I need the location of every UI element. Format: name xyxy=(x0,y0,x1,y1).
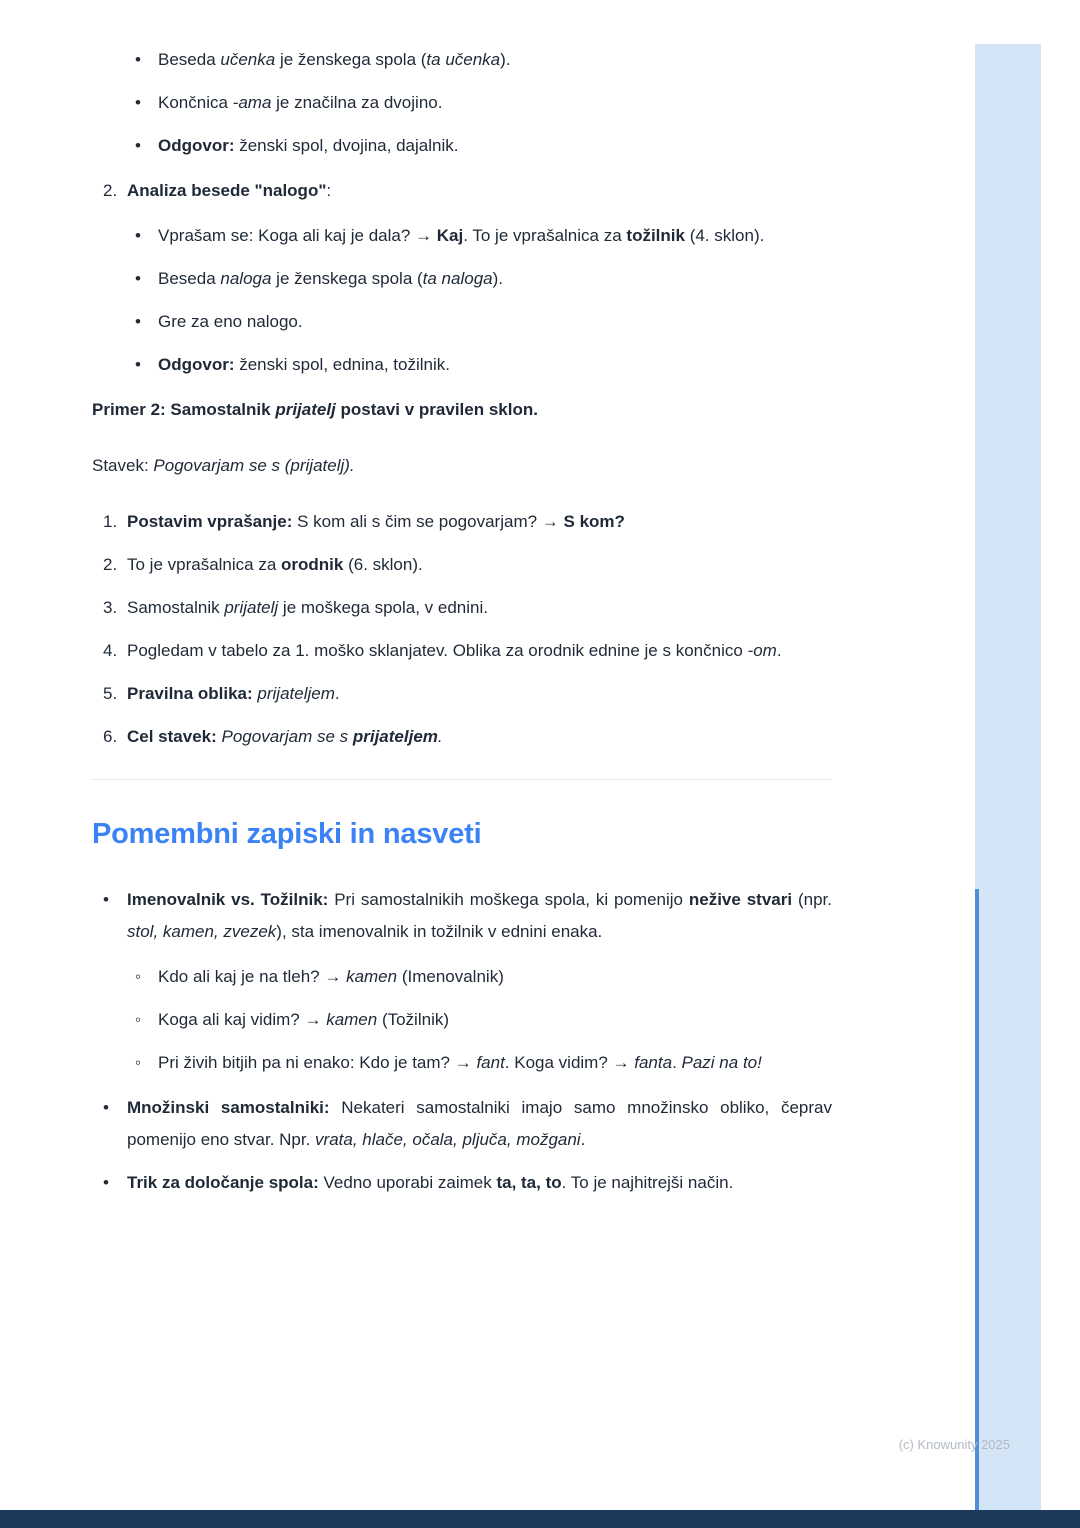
list-item-text xyxy=(158,349,832,381)
text-run: ta naloga xyxy=(422,269,493,288)
list-item xyxy=(92,87,832,119)
text-run: Pogovarjam se s xyxy=(221,727,353,746)
text-run: Gre za eno nalogo. xyxy=(158,312,303,331)
list-marker: 6. xyxy=(103,727,118,746)
list-item-text xyxy=(158,263,832,295)
text-run: prijatelj xyxy=(224,598,279,617)
text-run: (npr. xyxy=(792,890,832,909)
paragraph xyxy=(92,394,832,426)
text-run: Nekateri samostalniki imajo samo množinsko obliko, čeprav pomenijo eno stvar. Npr. xyxy=(127,1098,833,1149)
list-item xyxy=(92,175,832,207)
text-run: -om xyxy=(747,641,777,660)
text-run: Kaj xyxy=(436,226,464,245)
ol-list xyxy=(92,506,832,753)
text-run: ). xyxy=(492,269,503,288)
text-run: Stavek: xyxy=(92,456,154,475)
list-item-text xyxy=(158,1047,832,1079)
text-run: Beseda xyxy=(158,269,221,288)
list-marker: • xyxy=(135,355,141,374)
text-run: (4. sklon). xyxy=(684,226,765,245)
list-item-text xyxy=(158,961,832,993)
list-marker: ◦ xyxy=(135,1053,142,1072)
text-run: Samostalnik xyxy=(127,598,225,617)
list-item-text xyxy=(158,220,832,252)
text-run: ). xyxy=(500,50,511,69)
list-item xyxy=(92,130,832,162)
text-run: . xyxy=(776,641,782,660)
list-item-text xyxy=(127,884,832,948)
text-run: učenka xyxy=(220,50,276,69)
text-run: . To je najhitrejši način. xyxy=(561,1173,734,1192)
list-marker: ◦ xyxy=(135,967,142,986)
text-run: je ženskega spola ( xyxy=(275,50,427,69)
list-marker: • xyxy=(103,1173,109,1192)
list-item-text xyxy=(158,87,832,119)
list-item xyxy=(92,721,832,753)
text-run: je ženskega spola ( xyxy=(271,269,423,288)
text-run: S kom? xyxy=(563,512,625,531)
list-marker: • xyxy=(135,50,141,69)
text-run: Analiza besede "nalogo" xyxy=(127,181,327,200)
text-run: Cel stavek: xyxy=(127,727,217,746)
text-run: Množinski samostalniki: xyxy=(127,1098,330,1117)
text-run: tožilnik xyxy=(626,226,685,245)
text-run: ta učenka xyxy=(426,50,501,69)
text-run: Trik za določanje spola: xyxy=(127,1173,319,1192)
list-item-text xyxy=(127,721,832,753)
list-item xyxy=(92,506,832,538)
ol-list xyxy=(92,175,832,207)
text-run: Beseda xyxy=(158,50,221,69)
text-run: naloga xyxy=(220,269,272,288)
text-run: Pravilna oblika: xyxy=(127,684,253,703)
list-marker: • xyxy=(135,312,141,331)
text-run: (Tožilnik) xyxy=(377,1010,450,1029)
text-run: Pri živih bitjih pa ni enako: Kdo je tam? → xyxy=(158,1053,477,1072)
list-marker: • xyxy=(135,269,141,288)
text-run: Pazi na to! xyxy=(681,1053,762,1072)
list-item xyxy=(92,1092,832,1156)
list-item xyxy=(92,263,832,295)
list-marker: 3. xyxy=(103,598,118,617)
text-run: ženski spol, ednina, tožilnik. xyxy=(234,355,450,374)
text-run: prijateljem xyxy=(352,727,438,746)
text-run: je moškega spola, v ednini. xyxy=(278,598,488,617)
list-item-text xyxy=(127,592,832,624)
list-marker: 1. xyxy=(103,512,118,531)
section-divider xyxy=(92,779,832,780)
text-run: Postavim vprašanje: xyxy=(127,512,293,531)
text-run: Odgovor: xyxy=(158,355,235,374)
list-item-text xyxy=(127,175,832,207)
text-run: ta, ta, to xyxy=(496,1173,562,1192)
list-marker: 2. xyxy=(103,555,118,574)
watermark: (c) Knowunity 2025 xyxy=(898,1437,1010,1452)
text-run: Imenovalnik vs. Tožilnik: xyxy=(127,890,329,909)
text-run: . Koga vidim? → xyxy=(504,1053,635,1072)
list-item-text xyxy=(127,1167,832,1199)
text-run: fant xyxy=(476,1053,505,1072)
text-run: -ama xyxy=(232,93,272,112)
ul-list xyxy=(92,884,832,948)
text-run: Koga ali kaj vidim? → xyxy=(158,1010,327,1029)
list-marker: 5. xyxy=(103,684,118,703)
list-item xyxy=(92,678,832,710)
text-run: . xyxy=(334,684,340,703)
document-content xyxy=(92,44,832,1212)
list-item xyxy=(92,349,832,381)
text-run: . xyxy=(672,1053,682,1072)
section-heading xyxy=(92,816,832,852)
list-item-text xyxy=(158,44,832,76)
list-item xyxy=(92,306,832,338)
list-item xyxy=(92,44,832,76)
text-run: Pri samostalnikih moškega spola, ki pomenijo xyxy=(328,890,689,909)
text-run: Primer 2: Samostalnik xyxy=(92,400,276,419)
text-run: (6. sklon). xyxy=(343,555,423,574)
text-run: Končnica xyxy=(158,93,233,112)
ul-list xyxy=(92,220,832,381)
list-item xyxy=(92,220,832,252)
text-run: prijateljem xyxy=(257,684,335,703)
text-run: . xyxy=(437,727,443,746)
list-item xyxy=(92,1047,832,1079)
list-item-text xyxy=(127,549,832,581)
text-run: ), sta imenovalnik in tožilnik v ednini enaka. xyxy=(276,922,603,941)
list-marker: • xyxy=(135,93,141,112)
ul-list xyxy=(92,961,832,1079)
list-item-text xyxy=(158,306,832,338)
text-run: Vedno uporabi zaimek xyxy=(318,1173,497,1192)
text-run: Odgovor: xyxy=(158,136,235,155)
text-run: nežive stvari xyxy=(688,890,793,909)
text-run: Vprašam se: Koga ali kaj je dala? → xyxy=(158,226,437,245)
list-marker: • xyxy=(135,226,141,245)
list-item-text xyxy=(127,678,832,710)
list-item-text xyxy=(158,130,832,162)
text-run: . To je vprašalnica za xyxy=(463,226,627,245)
text-run: fanta xyxy=(634,1053,673,1072)
list-marker: • xyxy=(103,890,109,909)
text-run: je značilna za dvojino. xyxy=(271,93,443,112)
text-run: kamen xyxy=(346,967,398,986)
text-run: Kdo ali kaj je na tleh? → xyxy=(158,967,347,986)
text-run: orodnik xyxy=(281,555,344,574)
list-marker: • xyxy=(103,1098,109,1117)
text-run: (Imenovalnik) xyxy=(397,967,504,986)
list-marker: 2. xyxy=(103,181,118,200)
paragraph xyxy=(92,450,832,482)
list-item-text xyxy=(127,1092,832,1156)
list-marker: ◦ xyxy=(135,1010,142,1029)
list-item xyxy=(92,635,832,667)
text-run: vrata, hlače, očala, pljuča, možgani xyxy=(315,1130,581,1149)
list-item xyxy=(92,1167,832,1199)
text-run: Pogovarjam se s (prijatelj). xyxy=(153,456,355,475)
text-run: postavi v pravilen sklon. xyxy=(335,400,538,419)
list-item xyxy=(92,1004,832,1036)
text-run: ženski spol, dvojina, dajalnik. xyxy=(234,136,459,155)
list-item xyxy=(92,549,832,581)
footer-bar xyxy=(0,1510,1080,1528)
text-run: stol, kamen, zvezek xyxy=(127,922,277,941)
text-run: S kom ali s čim se pogovarjam? → xyxy=(292,512,564,531)
list-item xyxy=(92,592,832,624)
text-run: To je vprašalnica za xyxy=(127,555,282,574)
text-run: Pomembni zapiski in nasveti xyxy=(92,818,482,850)
list-item-text xyxy=(127,635,832,667)
list-item xyxy=(92,961,832,993)
ul-list xyxy=(92,44,832,162)
text-run: kamen xyxy=(326,1010,378,1029)
text-run: Pogledam v tabelo za 1. moško sklanjatev. Oblika za orodnik ednine je s končnico xyxy=(127,641,748,660)
scroll-track[interactable] xyxy=(975,44,1041,1510)
list-marker: • xyxy=(135,136,141,155)
list-marker: 4. xyxy=(103,641,118,660)
text-run: . xyxy=(580,1130,586,1149)
text-run: prijatelj xyxy=(275,400,336,419)
list-item-text xyxy=(158,1004,832,1036)
ul-list xyxy=(92,1092,832,1199)
list-item-text xyxy=(127,506,832,538)
scroll-thumb[interactable] xyxy=(975,889,979,1510)
list-item xyxy=(92,884,832,948)
text-run: : xyxy=(326,181,332,200)
